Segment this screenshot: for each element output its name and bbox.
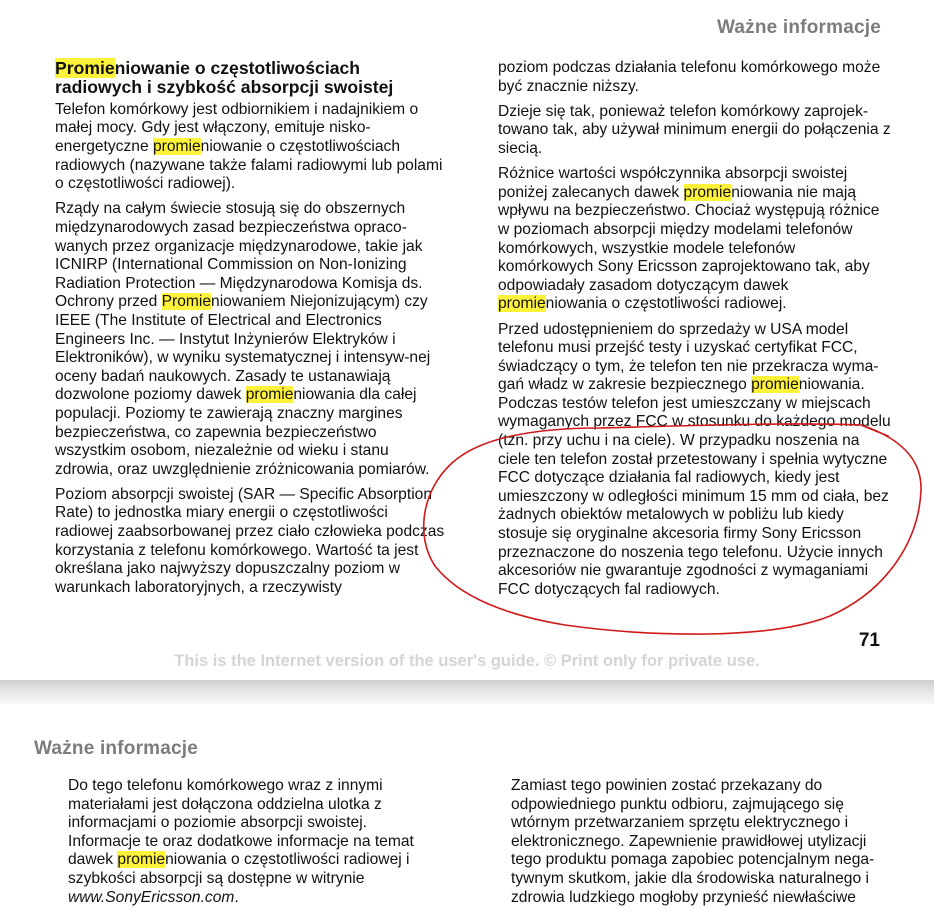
page-number: 71 (858, 630, 880, 651)
paragraph (498, 321, 893, 600)
text-run: niowania dla całej populacji. Poziomy te zawierają znaczny margines bezpieczeństwa, co zapewnia bezpieczeństwo wszystkim osobom, niezależnie od wieku i stanu zdrowia, oraz uwzględnienie zróżnicowania pomiarów. (55, 386, 430, 478)
text-run: niowania. Podczas testów telefon jest umieszczany w miejscach wymaganych przez FCC w stosunku do każdego modelu (tzn. przy uchu i na ciele). W przypadku noszenia na ciele ten telefon został przetestowany i spełnia wytyczne FCC dotyczące działania fal radiowych, kiedy jest umieszczony w odległości minimum 15 mm od ciała, bez żadnych obiektów metalowych w pobliżu lub kiedy stosuje się oryginalne akcesoria firmy Sony Ericsson przeznaczone do noszenia tego telefonu. Użycie innych akcesoriów nie gwarantuje zgodności z wymaganiami FCC dotyczących fal radiowych. (498, 376, 891, 598)
footer-note: This is the Internet version of the user's guide. © Print only for private use. (174, 652, 760, 670)
paragraph (498, 165, 893, 314)
text-run: Rządy na całym świecie stosują się do obszernych międzynarodowych zasad bezpieczeństwa opraco-wanych przez organizacje międzynarodowe, takie jak ICNIRP (International Commission on Non-Ionizing Radiation Protection — Międzynarodowa Komisja ds. Ochrony przed (55, 200, 423, 311)
paragraph (55, 200, 445, 479)
text-run: Telefon komórkowy jest odbiornikiem i nadajnikiem o małej mocy. Gdy jest włączony, emituje nisko-energetyczne (55, 100, 419, 155)
paragraph (68, 777, 428, 907)
running-head: Ważne informacje (34, 738, 199, 759)
text-run: Do tego telefonu komórkowego wraz z innymi materiałami jest dołączona oddzielna ulotka z informacjami o poziomie absorpcji swoistej. Informacje te oraz dodatkowe informacje na temat dawek (68, 777, 414, 869)
text-run: niowaniem Niejonizującym) czy IEEE (The Institute of Electrical and Electronics Engineers Inc. — Instytut Inżynierów Elektryków i Elektroników), w wyniku systematycznej i intensyw-nej oceny badań naukowych. Zasady te ustanawiają dozwolone poziomy dawek (55, 293, 431, 404)
right-column-body (511, 777, 896, 907)
paragraph (511, 777, 896, 907)
paragraph (498, 103, 893, 159)
search-highlight: promie (751, 376, 799, 394)
text-run: Przed udostępnieniem do sprzedaży w USA model telefonu musi przejść testy i uzyskać certyfikat FCC, świadczący o tym, że telefon ten nie przekracza wyma-gań władz w zakresie bezpiecznego (498, 320, 879, 394)
text-run: Dzieje się tak, ponieważ telefon komórkowy zaprojek-towano tak, aby używał minimum energii do połączenia z siecią. (498, 102, 891, 157)
text-run: . (234, 888, 239, 906)
document-page-72 (0, 704, 934, 913)
paragraph (498, 59, 893, 96)
search-highlight: promie (117, 851, 166, 869)
search-highlight: promie (152, 138, 201, 155)
text-run: Poziom absorpcji swoistej (SAR — Specific Absorption Rate) to jednostka miary energii o częstotliwości radiowej zaabsorbowanej przez ciało człowieka podczas korzystania z telefonu komórkowego. Wartość ta jest określana jako najwyższy dopuszczalny poziom w warunkach laboratoryjnych, a rzeczywisty (55, 485, 445, 596)
text-run: niowania o częstotliwości radiowej i szybkości absorpcji są dostępne w witrynie (68, 851, 410, 887)
left-column (68, 777, 428, 913)
text-run: Różnice wartości współczynnika absorpcji swoistej poniżej zalecanych dawek (498, 165, 848, 201)
text-run: poziom podczas działania telefonu komórkowego może być znacznie niższy. (498, 59, 881, 95)
text-run: Zamiast tego powinien zostać przekazany do odpowiedniego punktu odbioru, zajmującego się wtórnym przetwarzaniem sprzętu elektrycznego i elektronicznego. Zapewnienie prawidłowej utylizacji tego produktu pomaga zapobiec potencjalnym nega-tywnym skutkom, jakie dla środowiska naturalnego i zdrowia ludzkiego mogłoby przynieść niewłaściwe (511, 777, 875, 906)
running-head: Ważne informacje (716, 17, 881, 38)
search-highlight: Promie (55, 58, 115, 78)
search-highlight: promie (683, 183, 732, 201)
website-link-text: www.SonyEricsson.com (68, 888, 235, 906)
right-column (511, 777, 896, 913)
search-highlight: promie (498, 295, 546, 313)
paragraph (55, 486, 445, 598)
right-column (498, 59, 893, 606)
section-heading (55, 59, 445, 98)
text-run: niowania nie mają wpływu na bezpieczeństwo. Chociaż występują różnice w poziomach absorpcji między modelami telefonów komórkowych, wszystkie modele telefonów komórkowych Sony Ericsson zaprojektowano tak, aby odpowiadały zasadom dotyczącym dawek (498, 183, 880, 294)
left-column-body (68, 777, 428, 907)
left-column-body (55, 101, 445, 598)
page-separator (0, 680, 934, 704)
heading-text: niowanie o częstotliwościach radiowych i szybkość absorpcji swoistej (55, 58, 394, 98)
right-column-body (498, 59, 893, 599)
search-highlight: promie (245, 386, 294, 404)
text-run: niowania o częstotliwości radiowej. (545, 295, 787, 313)
paragraph (55, 101, 445, 194)
search-highlight: Promie (161, 293, 212, 311)
text-run: niowanie o częstotliwościach radiowych (nazywane także falami radiowymi lub polami o częstotliwości radiowej). (55, 138, 443, 193)
left-column (55, 59, 445, 604)
